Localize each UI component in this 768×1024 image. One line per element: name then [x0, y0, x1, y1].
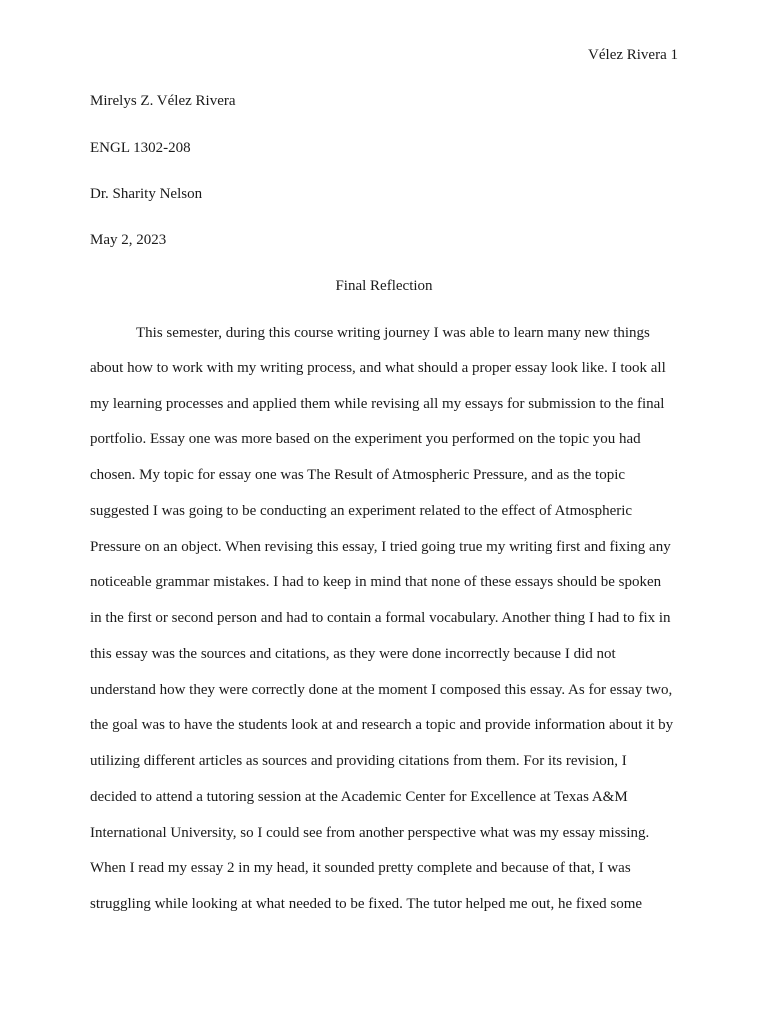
body-line: in the first or second person and had to contain a formal vocabulary. Another thing I had to fix in: [90, 610, 671, 626]
body-line: This semester, during this course writing journey I was able to learn many new things: [136, 325, 650, 341]
body-line: my learning processes and applied them while revising all my essays for submission to the final: [90, 396, 665, 412]
body-line: International University, so I could see from another perspective what was my essay missing.: [90, 825, 650, 841]
body-line: struggling while looking at what needed to be fixed. The tutor helped me out, he fixed some: [90, 896, 643, 912]
body-line: utilizing different articles as sources and providing citations from them. For its revision, I: [90, 753, 627, 769]
instructor-name: Dr. Sharity Nelson: [90, 186, 203, 202]
document-title: Final Reflection: [335, 278, 433, 294]
author-name: Mirelys Z. Vélez Rivera: [90, 93, 236, 109]
body-line: noticeable grammar mistakes. I had to keep in mind that none of these essays should be spoken: [90, 574, 662, 590]
body-line: this essay was the sources and citations, as they were done incorrectly because I did not: [90, 646, 616, 662]
running-head: Vélez Rivera 1: [588, 47, 678, 63]
document-date: May 2, 2023: [90, 232, 167, 248]
body-line: chosen. My topic for essay one was The Result of Atmospheric Pressure, and as the topic: [90, 467, 626, 483]
body-line: suggested I was going to be conducting an experiment related to the effect of Atmospheric: [90, 503, 633, 519]
body-line: understand how they were correctly done at the moment I composed this essay. As for essay two,: [90, 682, 673, 698]
body-line: decided to attend a tutoring session at the Academic Center for Excellence at Texas A&M: [90, 789, 628, 805]
body-line: portfolio. Essay one was more based on the experiment you performed on the topic you had: [90, 431, 641, 447]
body-line: the goal was to have the students look at and research a topic and provide information about it by: [90, 717, 674, 733]
course-code: ENGL 1302-208: [90, 140, 191, 156]
body-line: Pressure on an object. When revising this essay, I tried going true my writing first and fixing any: [90, 539, 671, 555]
body-line: about how to work with my writing process, and what should a proper essay look like. I took all: [90, 360, 666, 376]
body-line: When I read my essay 2 in my head, it sounded pretty complete and because of that, I was: [90, 860, 631, 876]
